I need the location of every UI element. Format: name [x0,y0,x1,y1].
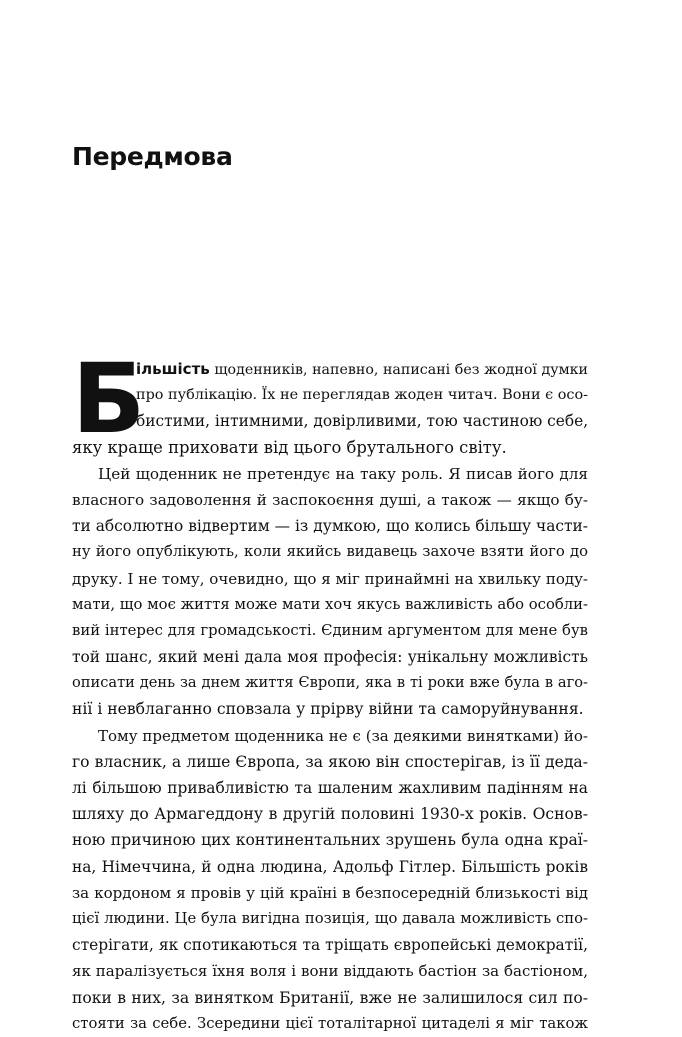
text-line: бистими, інтимними, довірливими, тою частиною себе, [136,412,588,431]
text-line: за кордоном я провів у цій країні в безпосередній близькості від [72,883,588,902]
drop-cap: Б [72,343,146,455]
text-line: мати, що моє життя може мати хоч якусь важливість або особли- [72,595,588,613]
text-line: як паралізується їхня воля і вони віддають бастіон за бастіоном, [72,962,588,981]
text-line: друку. І не тому, очевидно, що я міг принаймні на хвильку поду- [72,569,588,588]
text-line: той шанс, який мені дала моя професія: унікальну можливість [72,648,588,667]
text-line-content: щоденників, напевно, написані без жодної думки [209,362,588,378]
lead-bold-word: ільшість [136,360,210,378]
text-line: стерігати, як спотикаються та тріщать європейські демократії, [72,936,588,955]
body-text [72,343,588,1037]
text-line: про публікацію. Їх не переглядав жоден читач. Вони є осо- [136,387,588,404]
text-line: яку краще приховати від цього брутального світу. [72,437,507,457]
text-line: ною причиною цих континентальних зрушень була одна краї- [72,831,588,850]
chapter-title: Передмова [72,142,233,171]
text-line: го власник, а лише Європа, за якою він спостерігав, із її деда- [72,752,588,771]
text-line: Тому предметом щоденника не є (за деякими винятками) йо- [98,726,588,745]
text-line: на, Німеччина, й одна людина, Адольф Гітлер. Більшість років [72,857,588,876]
text-line: стояти за себе. Зсередини цієї тоталітарної цитаделі я міг також [72,1014,588,1032]
text-line: власного задоволення й заспокоєння душі, а також — якщо бу- [72,490,588,509]
text-line: шляху до Армагеддону в другій половині 1930-х років. Основ- [72,805,588,824]
text-line: вий інтерес для громадськості. Єдиним аргументом для мене був [72,621,588,639]
text-line: лі більшою привабливістю та шаленим жахливим падінням на [72,779,588,797]
text-line: нії і невблаганно сповзала у прірву війни та саморуйнування. [72,700,584,719]
text-line: ти абсолютно відвертим — із думкою, що колись більшу части- [72,517,588,536]
text-line: Цей щоденник не претендує на таку роль. Я писав його для [98,464,588,483]
text-line [72,356,588,382]
text-line: описати день за днем життя Європи, яка в ті роки вже була в аго- [72,674,588,692]
text-line: цієї людини. Це була вигідна позиція, що давала можливість спо- [72,909,588,927]
text-line: поки в них, за винятком Британії, вже не залишилося сил по- [72,988,588,1007]
text-line: ну його опублікують, коли якийсь видавець захоче взяти його до [72,543,588,561]
